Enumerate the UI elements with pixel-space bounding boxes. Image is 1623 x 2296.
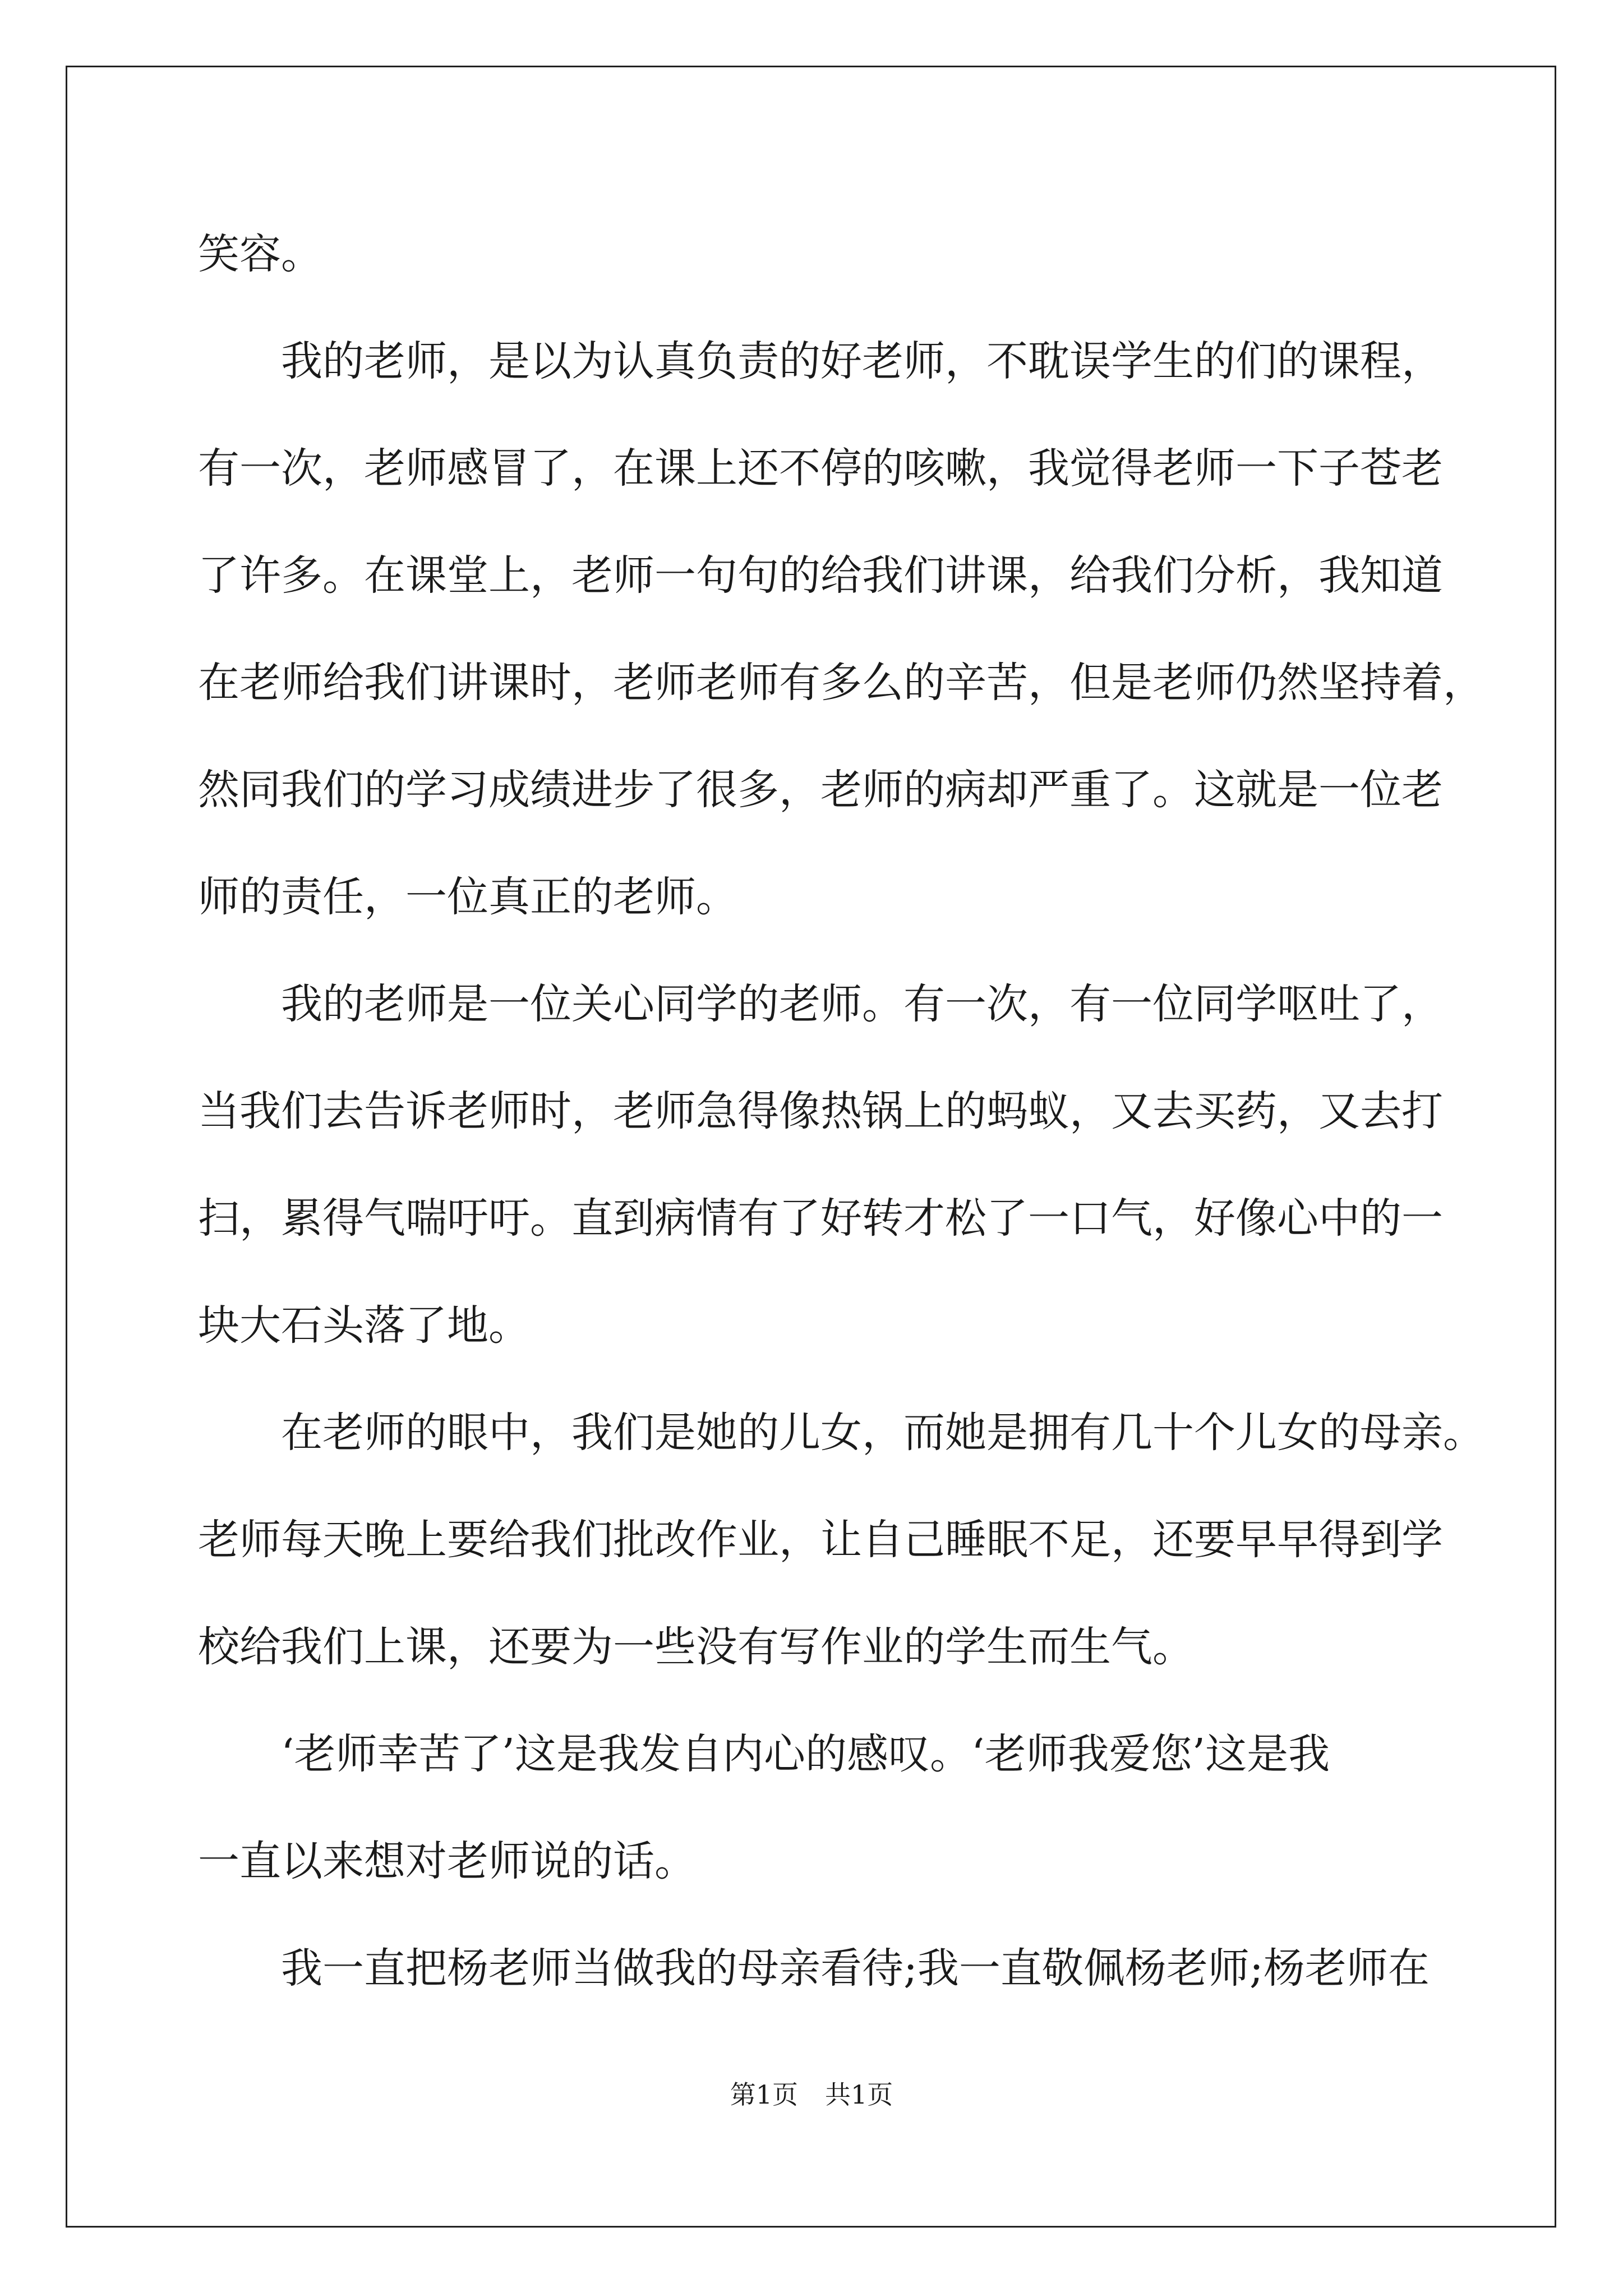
text-line: ‘老师幸苦了’这是我发自内心的感叹。‘老师我爱您’这是我 <box>281 1730 1330 1778</box>
text-line: 有一次，老师感冒了，在课上还不停的咳嗽，我觉得老师一下子苍老 <box>198 444 1443 493</box>
text-line: 校给我们上课，还要为一些没有写作业的学生而生气。 <box>198 1623 1194 1671</box>
page-number: 第1页 <box>730 2079 798 2110</box>
text-line: 当我们去告诉老师时，老师急得像热锅上的蚂蚁，又去买药，又去打 <box>198 1087 1443 1135</box>
text-line: 师的责任，一位真正的老师。 <box>198 873 737 921</box>
text-line: 我的老师是一位关心同学的老师。有一次，有一位同学呕吐了， <box>281 980 1443 1028</box>
text-line: 一直以来想对老师说的话。 <box>198 1837 696 1885</box>
text-line: 我的老师，是以为认真负责的好老师，不耽误学生的们的课程， <box>281 337 1443 385</box>
text-line: 笑容。 <box>198 230 322 278</box>
text-line: 然同我们的学习成绩进步了很多，老师的病却严重了。这就是一位老 <box>198 766 1443 814</box>
text-line: 了许多。在课堂上，老师一句句的给我们讲课，给我们分析，我知道 <box>198 551 1443 600</box>
text-line: 我一直把杨老师当做我的母亲看待;我一直敬佩杨老师;杨老师在 <box>281 1944 1430 1993</box>
text-line: 块大石头落了地。 <box>198 1301 530 1350</box>
text-line: 老师每天晚上要给我们批改作业，让自己睡眠不足，还要早早得到学 <box>198 1516 1443 1564</box>
document-body <box>198 201 1484 2022</box>
text-line: 在老师给我们讲课时，老师老师有多么的辛苦，但是老师仍然坚持着， <box>198 659 1484 707</box>
page-total: 共1页 <box>825 2079 893 2110</box>
page-footer <box>0 2074 1623 2111</box>
text-line: 扫，累得气喘吁吁。直到病情有了好转才松了一口气，好像心中的一 <box>198 1194 1443 1243</box>
text-line: 在老师的眼中，我们是她的儿女，而她是拥有几十个儿女的母亲。 <box>281 1409 1484 1457</box>
